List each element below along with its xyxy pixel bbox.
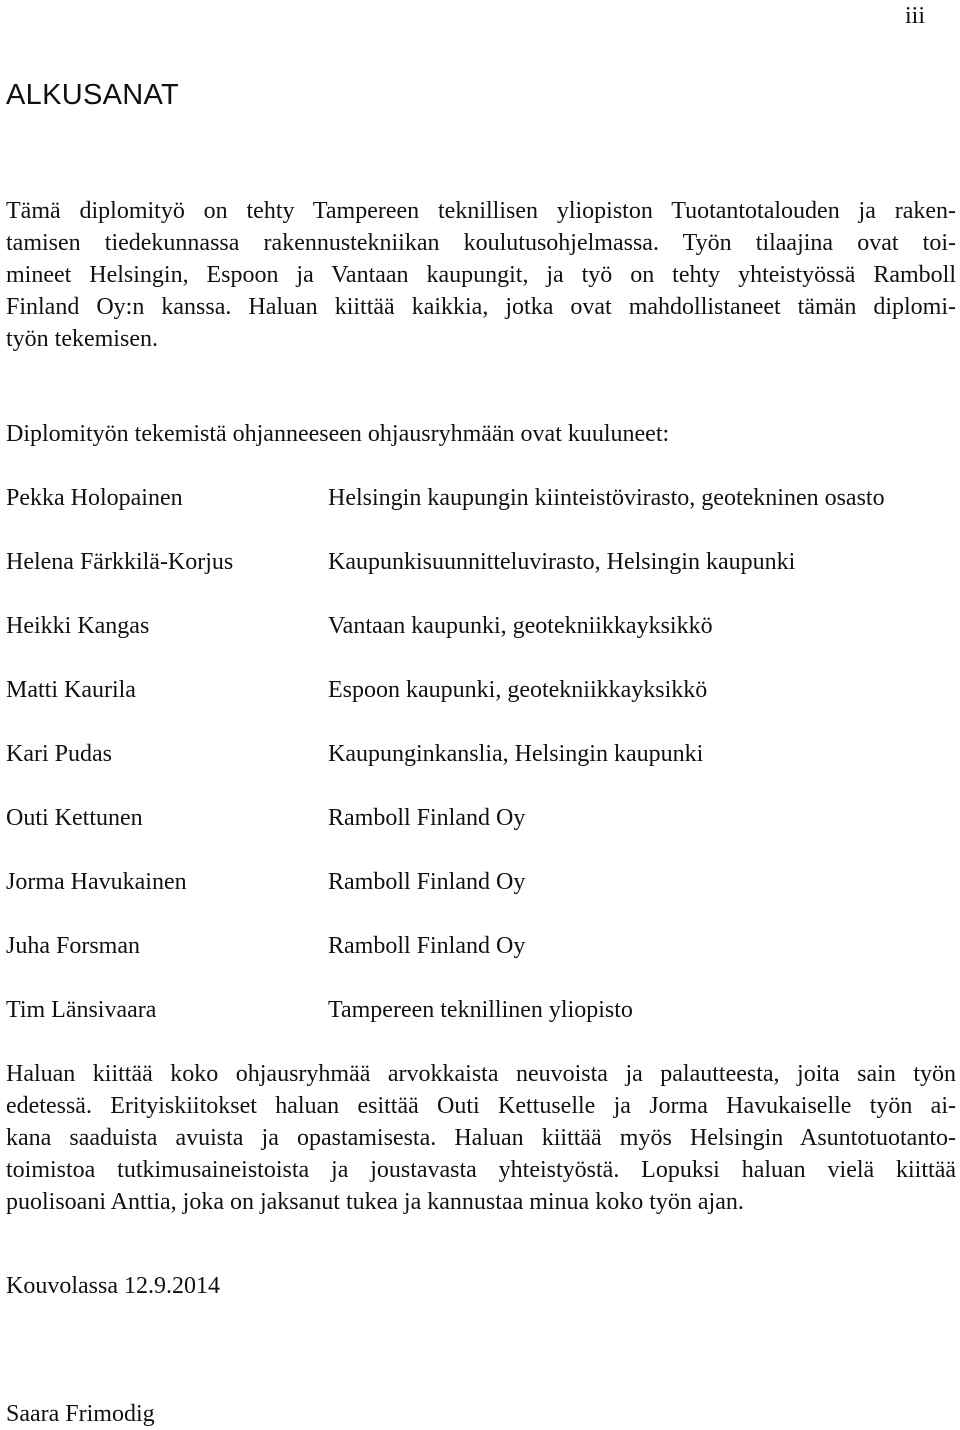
committee-intro: Diplomityön tekemistä ohjanneeseen ohjausryhmään ovat kuuluneet:	[6, 421, 670, 447]
member-organization: Ramboll Finland Oy	[328, 869, 526, 895]
member-name: Matti Kaurila	[6, 677, 136, 703]
member-name: Helena Färkkilä-Korjus	[6, 549, 234, 575]
page-number: iii	[905, 3, 926, 29]
member-name: Juha Forsman	[6, 933, 140, 959]
member-organization: Tampereen teknillinen yliopisto	[328, 997, 633, 1023]
paragraph-line: Tämä diplomityö on tehty Tampereen teknillisen yliopiston Tuotantotalouden ja raken-	[6, 198, 956, 224]
member-organization: Espoon kaupunki, geotekniikkayksikkö	[328, 677, 708, 703]
paragraph-line: kana saaduista avuista ja opastamisesta. Haluan kiittää myös Helsingin Asuntotuotanto-	[6, 1125, 956, 1151]
member-name: Tim Länsivaara	[6, 997, 157, 1023]
paragraph-line: edetessä. Erityiskiitokset haluan esittää Outi Kettuselle ja Jorma Havukaiselle työn ai-	[6, 1093, 956, 1119]
member-organization: Ramboll Finland Oy	[328, 933, 526, 959]
member-organization: Vantaan kaupunki, geotekniikkayksikkö	[328, 613, 713, 639]
member-organization: Kaupunkisuunnitteluvirasto, Helsingin kaupunki	[328, 549, 796, 575]
member-organization: Ramboll Finland Oy	[328, 805, 526, 831]
author-signature: Saara Frimodig	[6, 1401, 155, 1427]
place-and-date: Kouvolassa 12.9.2014	[6, 1273, 220, 1299]
thanks-paragraph	[6, 1058, 956, 1218]
member-name: Heikki Kangas	[6, 613, 150, 639]
member-name: Kari Pudas	[6, 741, 112, 767]
paragraph-line: Haluan kiittää koko ohjausryhmää arvokkaista neuvoista ja palautteesta, joita sain työn	[6, 1061, 956, 1087]
member-name: Pekka Holopainen	[6, 485, 183, 511]
member-organization: Helsingin kaupungin kiinteistövirasto, geotekninen osasto	[328, 485, 885, 511]
paragraph-line: puolisoani Anttia, joka on jaksanut tukea ja kannustaa minua koko työn ajan.	[6, 1189, 744, 1215]
member-organization: Kaupunginkanslia, Helsingin kaupunki	[328, 741, 704, 767]
member-name: Outi Kettunen	[6, 805, 143, 831]
paragraph-line: mineet Helsingin, Espoon ja Vantaan kaupungit, ja työ on tehty yhteistyössä Ramboll	[6, 262, 956, 288]
paragraph-line: työn tekemisen.	[6, 326, 158, 352]
page-heading: ALKUSANAT	[6, 79, 179, 111]
intro-paragraph	[6, 195, 956, 355]
paragraph-line: Finland Oy:n kanssa. Haluan kiittää kaikkia, jotka ovat mahdollistaneet tämän diplomi-	[6, 294, 956, 320]
member-name: Jorma Havukainen	[6, 869, 187, 895]
paragraph-line: tamisen tiedekunnassa rakennustekniikan koulutusohjelmassa. Työn tilaajina ovat toi-	[6, 230, 956, 256]
paragraph-line: toimistoa tutkimusaineistoista ja joustavasta yhteistyöstä. Lopuksi haluan vielä kiittää	[6, 1157, 956, 1183]
